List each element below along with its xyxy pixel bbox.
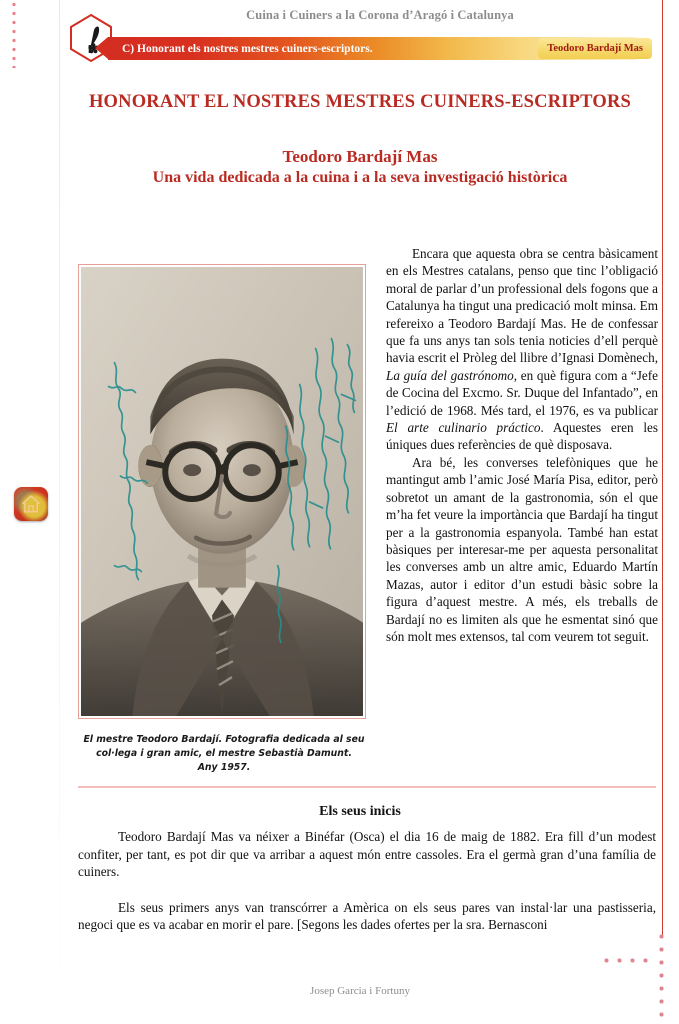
margin-rule-right (662, 0, 663, 938)
section-body (78, 828, 656, 952)
subject-subtitle: Una vida dedicada a la cuina i a la seva investigació històrica (152, 169, 568, 186)
home-button[interactable] (14, 487, 48, 521)
para1-part-c: . Aquestes eren les úniques dues referències de què disposava. (386, 420, 658, 453)
caption-line-2: col·lega i gran amic, el mestre Sebastià Damunt. (96, 748, 352, 759)
dotted-rule-bottom (600, 958, 655, 963)
intro-column (386, 245, 658, 645)
book-title-guia: La guía del gastrónomo (386, 367, 514, 383)
chapter-badge: Teodoro Bardají Mas (538, 38, 652, 59)
footer-author: Josep Garcia i Fortuny (310, 985, 410, 997)
home-icon (20, 493, 42, 515)
page-title: HONORANT EL NOSTRES MESTRES CUINERS-ESCRIPTORS (88, 92, 632, 112)
book-title-arte: El arte culinario práctico (386, 420, 541, 436)
book-title: Cuina i Cuiners a la Corona d’Aragó i Catalunya (246, 8, 514, 22)
dotted-rule-left (12, 0, 16, 68)
caption-line-1: El mestre Teodoro Bardají. Fotografia dedicada al seu (83, 734, 365, 745)
section-heading: Els seus inicis (319, 804, 401, 819)
para1-part-b: , en què figura com a “Jefe de Cocina del Excmo. Sr. Duque del Infantado”, en l’edició de 1968. Més tard, el 1976, es va publicar (386, 367, 659, 418)
photo-caption (78, 733, 370, 775)
paragraph-intro-2: Ara bé, les converses telefòniques que he mantingut amb l’amic José María Pisa, editor, però sobretot un amant de la gastronomia, són el que m’ha fet veure la importància que Bardají ha tingut per a la gastronomia espanyola. També han estat bàsiques per interesar-me per aquesta personalitat les converses amb un altre amic, Eduardo Martín Mazas, autor i editor d’un estudi bàsic sobre la figura d’aquest mestre. A més, els treballs de Bardají no es limiten als que he esmentat sinó que són molt mes extensos, tal com veurem tot seguit. (386, 454, 658, 644)
dotted-rule-right (659, 930, 664, 1024)
caption-line-3: Any 1957. (197, 762, 251, 773)
section-divider (78, 786, 656, 788)
section-label: C) Honorant els nostres mestres cuiners-escriptors. (122, 42, 373, 55)
section-banner (108, 37, 643, 60)
portrait-photo (78, 264, 366, 719)
paragraph-inicis-2: Els seus primers anys van transcórrer a Amèrica on els seus pares van instal·lar una pastisseria, negoci que es va acabar en morir el pare. [Segons les dades ofertes per la sra. Bernasconi (78, 899, 656, 933)
subject-name: Teodoro Bardají Mas (282, 147, 438, 166)
paragraph-intro-1 (386, 245, 658, 454)
para1-part-a: Encara que aquesta obra se centra bàsicament en els Mestres catalans, penso que tinc l’obligació moral de parlar d’un professional dels fogons que a Catalunya ha tingut una predicació molt minsa. Em refereixo a Teodoro Bardají Mas. He de confessar que fa uns anys tan sols tenia noticies d’ell perquè havia escrit el Pròleg del llibre d’Ignasi Domènech, (386, 246, 658, 366)
paragraph-inicis-1: Teodoro Bardají Mas va néixer a Binéfar (Osca) el dia 16 de maig de 1882. Era fill d’un modest confiter, per tant, es pot dir que va arribar a aquest món entre cassoles. Era el germà gran d’una família de cuiners. (78, 829, 656, 880)
